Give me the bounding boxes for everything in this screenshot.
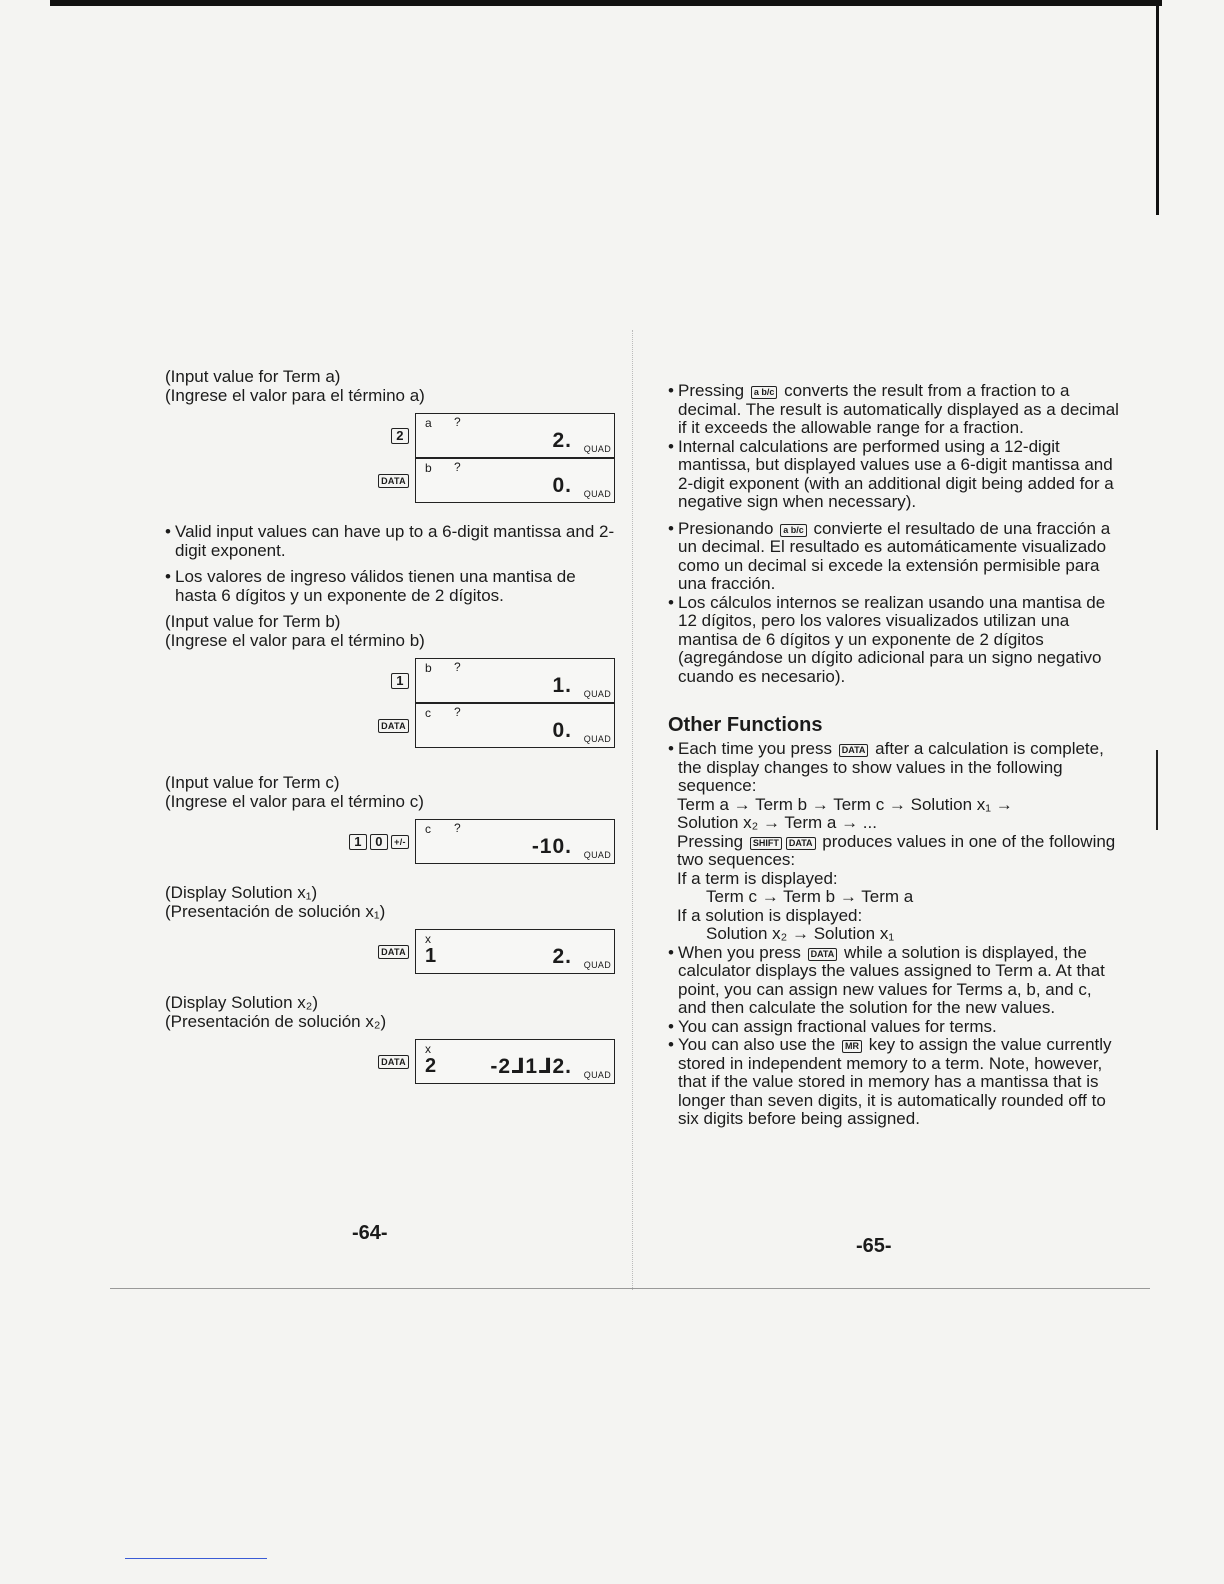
lcd-label: x: [425, 932, 431, 946]
lcd-label: x: [425, 1042, 431, 1056]
shift-data-paragraph: [668, 833, 1120, 870]
term-a-heading-en: (Input value for Term a): [165, 367, 341, 386]
page-65: [668, 382, 1120, 1129]
page-64: [165, 368, 620, 1084]
lcd-display: [415, 1039, 615, 1084]
bullet-data-sequence: [668, 740, 1120, 796]
key-fraction: a b/c: [751, 386, 778, 399]
sequence-line-1: Term a → Term b → Term c → Solution x₁ →: [677, 794, 1013, 814]
key-data: DATA: [378, 719, 409, 733]
lcd-value: -10.: [531, 835, 572, 858]
lcd-value: 1.: [552, 674, 572, 697]
lcd-question: ?: [454, 415, 461, 429]
display-group-term-b: [165, 658, 620, 748]
text: Pressing: [678, 381, 745, 400]
text: When you press: [678, 942, 801, 962]
page-spine: [632, 330, 634, 1290]
lcd-value: 0.: [552, 474, 572, 497]
text: after a calculation is complete, the display changes to show values in the following sequence:: [678, 739, 1104, 795]
key-data: DATA: [839, 744, 869, 757]
lcd-question: ?: [454, 705, 461, 719]
display-group-term-a: [165, 413, 620, 503]
lcd-value: 2.: [552, 945, 572, 968]
key-2: 2: [391, 428, 409, 444]
lcd-value: -2⅃1⅃2.: [490, 1055, 572, 1078]
bullet-internal-calc-en: • Internal calculations are performed using a 12-digit mantissa, but displayed values use a 6-digit mantissa and 2-digit exponent (with an additional digit being added for a negative sign when necessary).: [668, 438, 1120, 512]
solution-x2-heading-es: (Presentación de solución x₂): [165, 1011, 387, 1031]
lcd-quad-indicator: QUAD: [583, 850, 611, 860]
bullet-abc-key-en: [668, 382, 1120, 438]
text: You can also use the: [678, 1035, 836, 1054]
display-group-solution-x2: [165, 1039, 620, 1084]
term-c-heading-es: (Ingrese el valor para el término c): [165, 791, 424, 811]
if-term-line: If a term is displayed:: [677, 868, 838, 888]
bullet-valid-input-es: • Los valores de ingreso válidos tienen una mantisa de hasta 6 dígitos y un exponente de 2 dígitos.: [165, 568, 620, 605]
lcd-quad-indicator: QUAD: [583, 444, 611, 454]
lcd-label: b: [425, 661, 432, 675]
text: convierte el resultado de una fracción a un decimal. El resultado es automáticamente visualizado como un decimal si excede la extensión permisible para una fracción.: [678, 518, 1111, 593]
right-edge-mark: [1156, 750, 1158, 830]
key-1: 1: [349, 834, 367, 850]
lcd-quad-indicator: QUAD: [583, 960, 611, 970]
lcd-question: ?: [454, 660, 461, 674]
key-mr: MR: [842, 1040, 862, 1053]
lcd-quad-indicator: QUAD: [583, 489, 611, 499]
key-data: DATA: [378, 1055, 409, 1069]
term-a-heading-es: (Ingrese el valor para el término a): [165, 385, 425, 405]
bullet-fractional-values: • You can assign fractional values for terms.: [668, 1018, 1120, 1037]
solution-x2-heading-en: (Display Solution x₂): [165, 993, 319, 1012]
top-border-line: [50, 0, 1162, 6]
solution-sequence: Solution x₂ → Solution x₁: [706, 924, 895, 943]
key-data: DATA: [808, 948, 838, 961]
lcd-solution-index: 1: [425, 945, 437, 967]
page-number-65: -65-: [856, 1235, 892, 1257]
solution-x1-heading-es: (Presentación de solución x₁): [165, 901, 386, 921]
lcd-display: [415, 458, 615, 503]
key-data: DATA: [378, 474, 409, 488]
display-group-solution-x1: [165, 929, 620, 974]
key-data: DATA: [378, 945, 409, 959]
key-1: 1: [391, 673, 409, 689]
lcd-question: ?: [454, 821, 461, 835]
lcd-quad-indicator: QUAD: [583, 689, 611, 699]
right-edge-line: [1156, 0, 1159, 215]
text: key to assign the value currently stored in independent memory to a term. Note, however, that if the value stored in memory has a mantissa that is longer than seven digits, it is automatically rounded off to six digits before being assigned.: [678, 1035, 1112, 1128]
lcd-display: [415, 929, 615, 974]
text: produces values in one of the following two sequences:: [677, 831, 1116, 869]
lcd-solution-index: 2: [425, 1055, 437, 1077]
lcd-label: c: [425, 822, 431, 836]
key-plus-minus: +/-: [391, 835, 409, 849]
bullet-internal-calc-es: • Los cálculos internos se realizan usando una mantisa de 12 dígitos, pero los valores visualizados utilizan una mantisa de 6 dígitos y un exponente de 2 dígitos (agregándose un dígito adicional para un signo negativo cuando es necesario).: [668, 594, 1120, 687]
bullet-valid-input-en: • Valid input values can have up to a 6-digit mantissa and 2-digit exponent.: [165, 523, 620, 560]
lcd-display: [415, 703, 615, 748]
bullet-mr-key: [668, 1036, 1120, 1129]
key-shift: SHIFT: [750, 837, 782, 850]
key-data: DATA: [786, 837, 816, 850]
section-heading-other-functions: Other Functions: [668, 714, 823, 736]
text: while a solution is displayed, the calculator displays the values assigned to Term a. At that point, you can assign new values for Terms a, b, and c, and then calculate the solution for the new values.: [678, 942, 1105, 1017]
lcd-label: a: [425, 416, 432, 430]
sequence-line-2: Solution x₂ → Term a → ...: [677, 813, 877, 832]
bullet-abc-key-es: [668, 520, 1120, 594]
text: Presionando: [678, 518, 774, 538]
text: Each time you press: [678, 739, 833, 758]
text: Pressing: [677, 831, 744, 851]
bottom-edge-line: [110, 1288, 1150, 1289]
key-0: 0: [370, 834, 388, 850]
term-c-heading-en: (Input value for Term c): [165, 773, 340, 792]
if-solution-line: If a solution is displayed:: [677, 905, 863, 925]
lcd-display: [415, 819, 615, 864]
scan-blue-line: [125, 1558, 267, 1559]
term-b-heading-en: (Input value for Term b): [165, 612, 341, 631]
lcd-value: 0.: [552, 719, 572, 742]
term-b-heading-es: (Ingrese el valor para el término b): [165, 630, 425, 650]
lcd-quad-indicator: QUAD: [583, 734, 611, 744]
lcd-question: ?: [454, 460, 461, 474]
solution-x1-heading-en: (Display Solution x₁): [165, 883, 318, 902]
text: converts the result from a fraction to a decimal. The result is automatically displayed as a decimal if it exceeds the allowable range for a fraction.: [678, 381, 1119, 437]
term-sequence: Term c → Term b → Term a: [706, 887, 914, 906]
lcd-value: 2.: [552, 429, 572, 452]
lcd-quad-indicator: QUAD: [583, 1070, 611, 1080]
lcd-label: c: [425, 706, 431, 720]
display-group-term-c: [165, 819, 620, 864]
page-number-64: -64-: [352, 1222, 388, 1244]
lcd-label: b: [425, 461, 432, 475]
key-fraction: a b/c: [780, 524, 807, 537]
bullet-data-while-solution: [668, 944, 1120, 1018]
lcd-display: [415, 658, 615, 703]
lcd-display: [415, 413, 615, 458]
